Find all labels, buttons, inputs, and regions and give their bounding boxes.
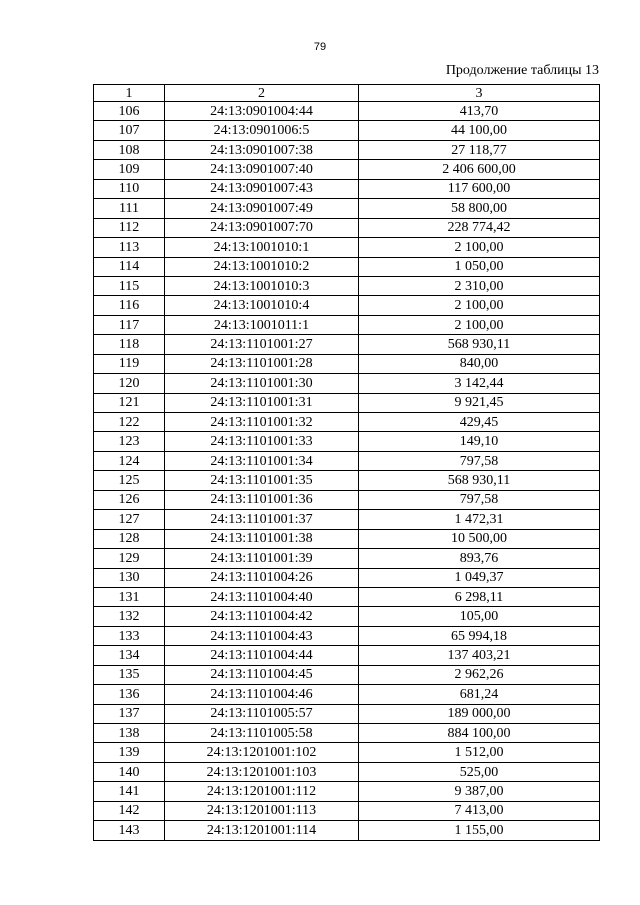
table-row (94, 665, 600, 684)
cadastral-number-cell: 24:13:1101004:43 (165, 626, 359, 645)
row-number-cell: 129 (94, 549, 165, 568)
row-number-cell: 118 (94, 335, 165, 354)
table-row (94, 179, 600, 198)
cadastral-number-cell: 24:13:1101001:37 (165, 510, 359, 529)
column-header-3: 3 (359, 85, 600, 102)
table-row (94, 315, 600, 334)
value-cell: 2 406 600,00 (359, 160, 600, 179)
table-row (94, 821, 600, 840)
row-number-cell: 123 (94, 432, 165, 451)
value-cell: 228 774,42 (359, 218, 600, 237)
cadastral-number-cell: 24:13:0901006:5 (165, 121, 359, 140)
table-row (94, 393, 600, 412)
table-row (94, 626, 600, 645)
table-row (94, 646, 600, 665)
cadastral-number-cell: 24:13:1101001:32 (165, 413, 359, 432)
value-cell: 58 800,00 (359, 199, 600, 218)
table-row (94, 704, 600, 723)
value-cell: 105,00 (359, 607, 600, 626)
cadastral-number-cell: 24:13:1001010:2 (165, 257, 359, 276)
table-row (94, 276, 600, 295)
row-number-cell: 120 (94, 374, 165, 393)
cadastral-number-cell: 24:13:1101001:27 (165, 335, 359, 354)
table-row (94, 685, 600, 704)
cadastral-number-cell: 24:13:1101001:38 (165, 529, 359, 548)
value-cell: 413,70 (359, 102, 600, 121)
cadastral-number-cell: 24:13:1101001:34 (165, 451, 359, 470)
cadastral-number-cell: 24:13:1101004:45 (165, 665, 359, 684)
row-number-cell: 124 (94, 451, 165, 470)
value-cell: 2 100,00 (359, 296, 600, 315)
row-number-cell: 136 (94, 685, 165, 704)
table-row (94, 451, 600, 470)
row-number-cell: 107 (94, 121, 165, 140)
table-row (94, 510, 600, 529)
header-row (94, 85, 600, 102)
table-row (94, 743, 600, 762)
table-row (94, 140, 600, 159)
value-cell: 681,24 (359, 685, 600, 704)
cadastral-number-cell: 24:13:1101001:39 (165, 549, 359, 568)
cadastral-number-cell: 24:13:1101001:30 (165, 374, 359, 393)
value-cell: 189 000,00 (359, 704, 600, 723)
table-row (94, 587, 600, 606)
value-cell: 27 118,77 (359, 140, 600, 159)
cadastral-number-cell: 24:13:1101004:42 (165, 607, 359, 626)
row-number-cell: 139 (94, 743, 165, 762)
cadastral-number-cell: 24:13:1101004:40 (165, 587, 359, 606)
row-number-cell: 119 (94, 354, 165, 373)
row-number-cell: 135 (94, 665, 165, 684)
table-caption: Продолжение таблицы 13 (445, 63, 599, 78)
cadastral-number-cell: 24:13:1101001:35 (165, 471, 359, 490)
row-number-cell: 130 (94, 568, 165, 587)
value-cell: 137 403,21 (359, 646, 600, 665)
value-cell: 1 512,00 (359, 743, 600, 762)
table-row (94, 724, 600, 743)
table-body (94, 102, 600, 841)
row-number-cell: 108 (94, 140, 165, 159)
value-cell: 6 298,11 (359, 587, 600, 606)
cadastral-number-cell: 24:13:1101001:36 (165, 490, 359, 509)
value-cell: 525,00 (359, 762, 600, 781)
table-row (94, 257, 600, 276)
row-number-cell: 114 (94, 257, 165, 276)
column-header-1: 1 (94, 85, 165, 102)
table-row (94, 782, 600, 801)
cadastral-number-cell: 24:13:1101001:31 (165, 393, 359, 412)
table-row (94, 121, 600, 140)
value-cell: 2 962,26 (359, 665, 600, 684)
table-row (94, 102, 600, 121)
column-header-2: 2 (165, 85, 359, 102)
cadastral-number-cell: 24:13:1101004:44 (165, 646, 359, 665)
row-number-cell: 131 (94, 587, 165, 606)
cadastral-number-cell: 24:13:1001011:1 (165, 315, 359, 334)
value-cell: 149,10 (359, 432, 600, 451)
table-row (94, 160, 600, 179)
value-cell: 2 100,00 (359, 315, 600, 334)
value-cell: 10 500,00 (359, 529, 600, 548)
table-row (94, 471, 600, 490)
row-number-cell: 111 (94, 199, 165, 218)
value-cell: 9 387,00 (359, 782, 600, 801)
row-number-cell: 112 (94, 218, 165, 237)
value-cell: 65 994,18 (359, 626, 600, 645)
cadastral-number-cell: 24:13:1001010:1 (165, 238, 359, 257)
value-cell: 2 100,00 (359, 238, 600, 257)
table-row (94, 199, 600, 218)
table-row (94, 238, 600, 257)
cadastral-number-cell: 24:13:0901007:38 (165, 140, 359, 159)
row-number-cell: 117 (94, 315, 165, 334)
row-number-cell: 128 (94, 529, 165, 548)
row-number-cell: 142 (94, 801, 165, 820)
row-number-cell: 137 (94, 704, 165, 723)
value-cell: 44 100,00 (359, 121, 600, 140)
row-number-cell: 126 (94, 490, 165, 509)
cadastral-number-cell: 24:13:1201001:103 (165, 762, 359, 781)
value-cell: 7 413,00 (359, 801, 600, 820)
cadastral-number-cell: 24:13:1001010:4 (165, 296, 359, 315)
table-row (94, 296, 600, 315)
row-number-cell: 134 (94, 646, 165, 665)
table-row (94, 413, 600, 432)
value-cell: 117 600,00 (359, 179, 600, 198)
cadastral-number-cell: 24:13:0901007:70 (165, 218, 359, 237)
cadastral-number-cell: 24:13:1001010:3 (165, 276, 359, 295)
table-row (94, 354, 600, 373)
value-cell: 884 100,00 (359, 724, 600, 743)
table-row (94, 490, 600, 509)
cadastral-number-cell: 24:13:1201001:102 (165, 743, 359, 762)
row-number-cell: 141 (94, 782, 165, 801)
row-number-cell: 143 (94, 821, 165, 840)
table-row (94, 549, 600, 568)
table-row (94, 762, 600, 781)
cadastral-number-cell: 24:13:1101005:57 (165, 704, 359, 723)
row-number-cell: 121 (94, 393, 165, 412)
cadastral-number-cell: 24:13:1201001:112 (165, 782, 359, 801)
row-number-cell: 110 (94, 179, 165, 198)
row-number-cell: 125 (94, 471, 165, 490)
cadastral-number-cell: 24:13:1101001:33 (165, 432, 359, 451)
value-cell: 3 142,44 (359, 374, 600, 393)
cadastral-number-cell: 24:13:1101005:58 (165, 724, 359, 743)
row-number-cell: 113 (94, 238, 165, 257)
table-row (94, 374, 600, 393)
value-cell: 568 930,11 (359, 335, 600, 354)
row-number-cell: 127 (94, 510, 165, 529)
cadastral-number-cell: 24:13:1201001:113 (165, 801, 359, 820)
table-row (94, 568, 600, 587)
row-number-cell: 116 (94, 296, 165, 315)
row-number-cell: 138 (94, 724, 165, 743)
value-cell: 429,45 (359, 413, 600, 432)
value-cell: 1 472,31 (359, 510, 600, 529)
value-cell: 893,76 (359, 549, 600, 568)
cadastral-number-cell: 24:13:0901007:49 (165, 199, 359, 218)
page-number: 79 (313, 41, 327, 53)
table-row (94, 529, 600, 548)
value-cell: 840,00 (359, 354, 600, 373)
table-row (94, 801, 600, 820)
row-number-cell: 106 (94, 102, 165, 121)
table-row (94, 335, 600, 354)
row-number-cell: 122 (94, 413, 165, 432)
value-cell: 568 930,11 (359, 471, 600, 490)
value-cell: 1 049,37 (359, 568, 600, 587)
row-number-cell: 109 (94, 160, 165, 179)
cadastral-number-cell: 24:13:1101004:26 (165, 568, 359, 587)
cadastral-number-cell: 24:13:0901007:40 (165, 160, 359, 179)
value-cell: 1 050,00 (359, 257, 600, 276)
value-cell: 2 310,00 (359, 276, 600, 295)
cadastral-number-cell: 24:13:1101001:28 (165, 354, 359, 373)
value-cell: 797,58 (359, 490, 600, 509)
table-row (94, 432, 600, 451)
value-cell: 1 155,00 (359, 821, 600, 840)
row-number-cell: 132 (94, 607, 165, 626)
cadastral-number-cell: 24:13:1201001:114 (165, 821, 359, 840)
value-cell: 9 921,45 (359, 393, 600, 412)
value-cell: 797,58 (359, 451, 600, 470)
table-row (94, 218, 600, 237)
cadastral-number-cell: 24:13:1101004:46 (165, 685, 359, 704)
row-number-cell: 115 (94, 276, 165, 295)
table-row (94, 607, 600, 626)
data-table (93, 84, 600, 841)
cadastral-number-cell: 24:13:0901007:43 (165, 179, 359, 198)
cadastral-number-cell: 24:13:0901004:44 (165, 102, 359, 121)
row-number-cell: 133 (94, 626, 165, 645)
row-number-cell: 140 (94, 762, 165, 781)
